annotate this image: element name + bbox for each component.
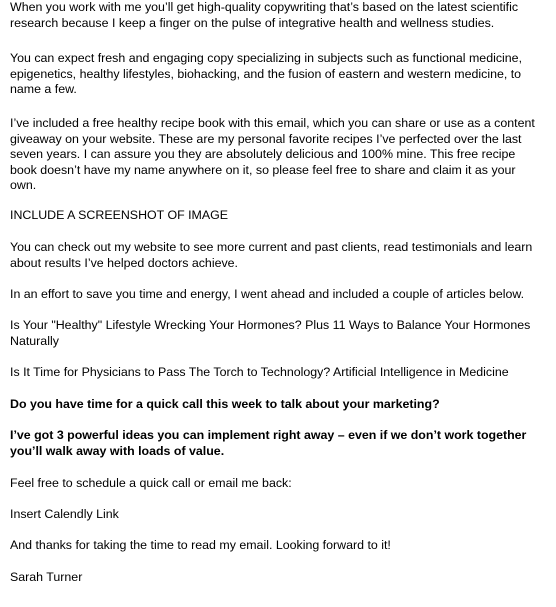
specialization-paragraph: You can expect fresh and engaging copy specializing in subjects such as functional medicine, epigenetics, healthy lifestyles, biohacking, and the fusion of eastern and western medicine, to name a few. [10, 51, 523, 96]
value-offer-paragraph: I’ve got 3 powerful ideas you can implement right away – even if we don’t work together you’ll walk away with loads of value. [10, 428, 527, 458]
signature-name: Sarah Turner [10, 570, 83, 584]
recipe-book-paragraph: I’ve included a free healthy recipe book with this email, which you can share or use as a content giveaway on your website. These are my personal favorite recipes I’ve perfected over the last seven years. I can assure you they are absolutely delicious and 100% mine. This free recipe book doesn’t have my name anywhere on it, so please feel free to share and claim it as your own. [10, 116, 535, 192]
articles-intro-paragraph: In an effort to save you time and energy, I went ahead and included a couple of articles below. [10, 287, 525, 301]
closing-paragraph: And thanks for taking the time to read my email. Looking forward to it! [10, 538, 391, 552]
screenshot-placeholder-text: INCLUDE A SCREENSHOT OF IMAGE [10, 208, 229, 222]
article-link-hormones: Is Your "Healthy" Lifestyle Wrecking Your Hormones? Plus 11 Ways to Balance Your Hormones Naturally [10, 318, 531, 348]
schedule-call-paragraph: Feel free to schedule a quick call or email me back: [10, 476, 292, 490]
intro-paragraph: When you work with me you’ll get high-quality copywriting that’s based on the latest scientific research because I keep a finger on the pulse of integrative health and wellness studies. [10, 0, 519, 30]
call-question-paragraph: Do you have time for a quick call this week to talk about your marketing? [10, 397, 440, 411]
calendly-link-placeholder: Insert Calendly Link [10, 507, 119, 521]
website-paragraph: You can check out my website to see more current and past clients, read testimonials and learn about results I’ve helped doctors achieve. [10, 240, 533, 270]
article-link-ai-medicine: Is It Time for Physicians to Pass The Torch to Technology? Artificial Intelligence in Medicine [10, 365, 509, 379]
